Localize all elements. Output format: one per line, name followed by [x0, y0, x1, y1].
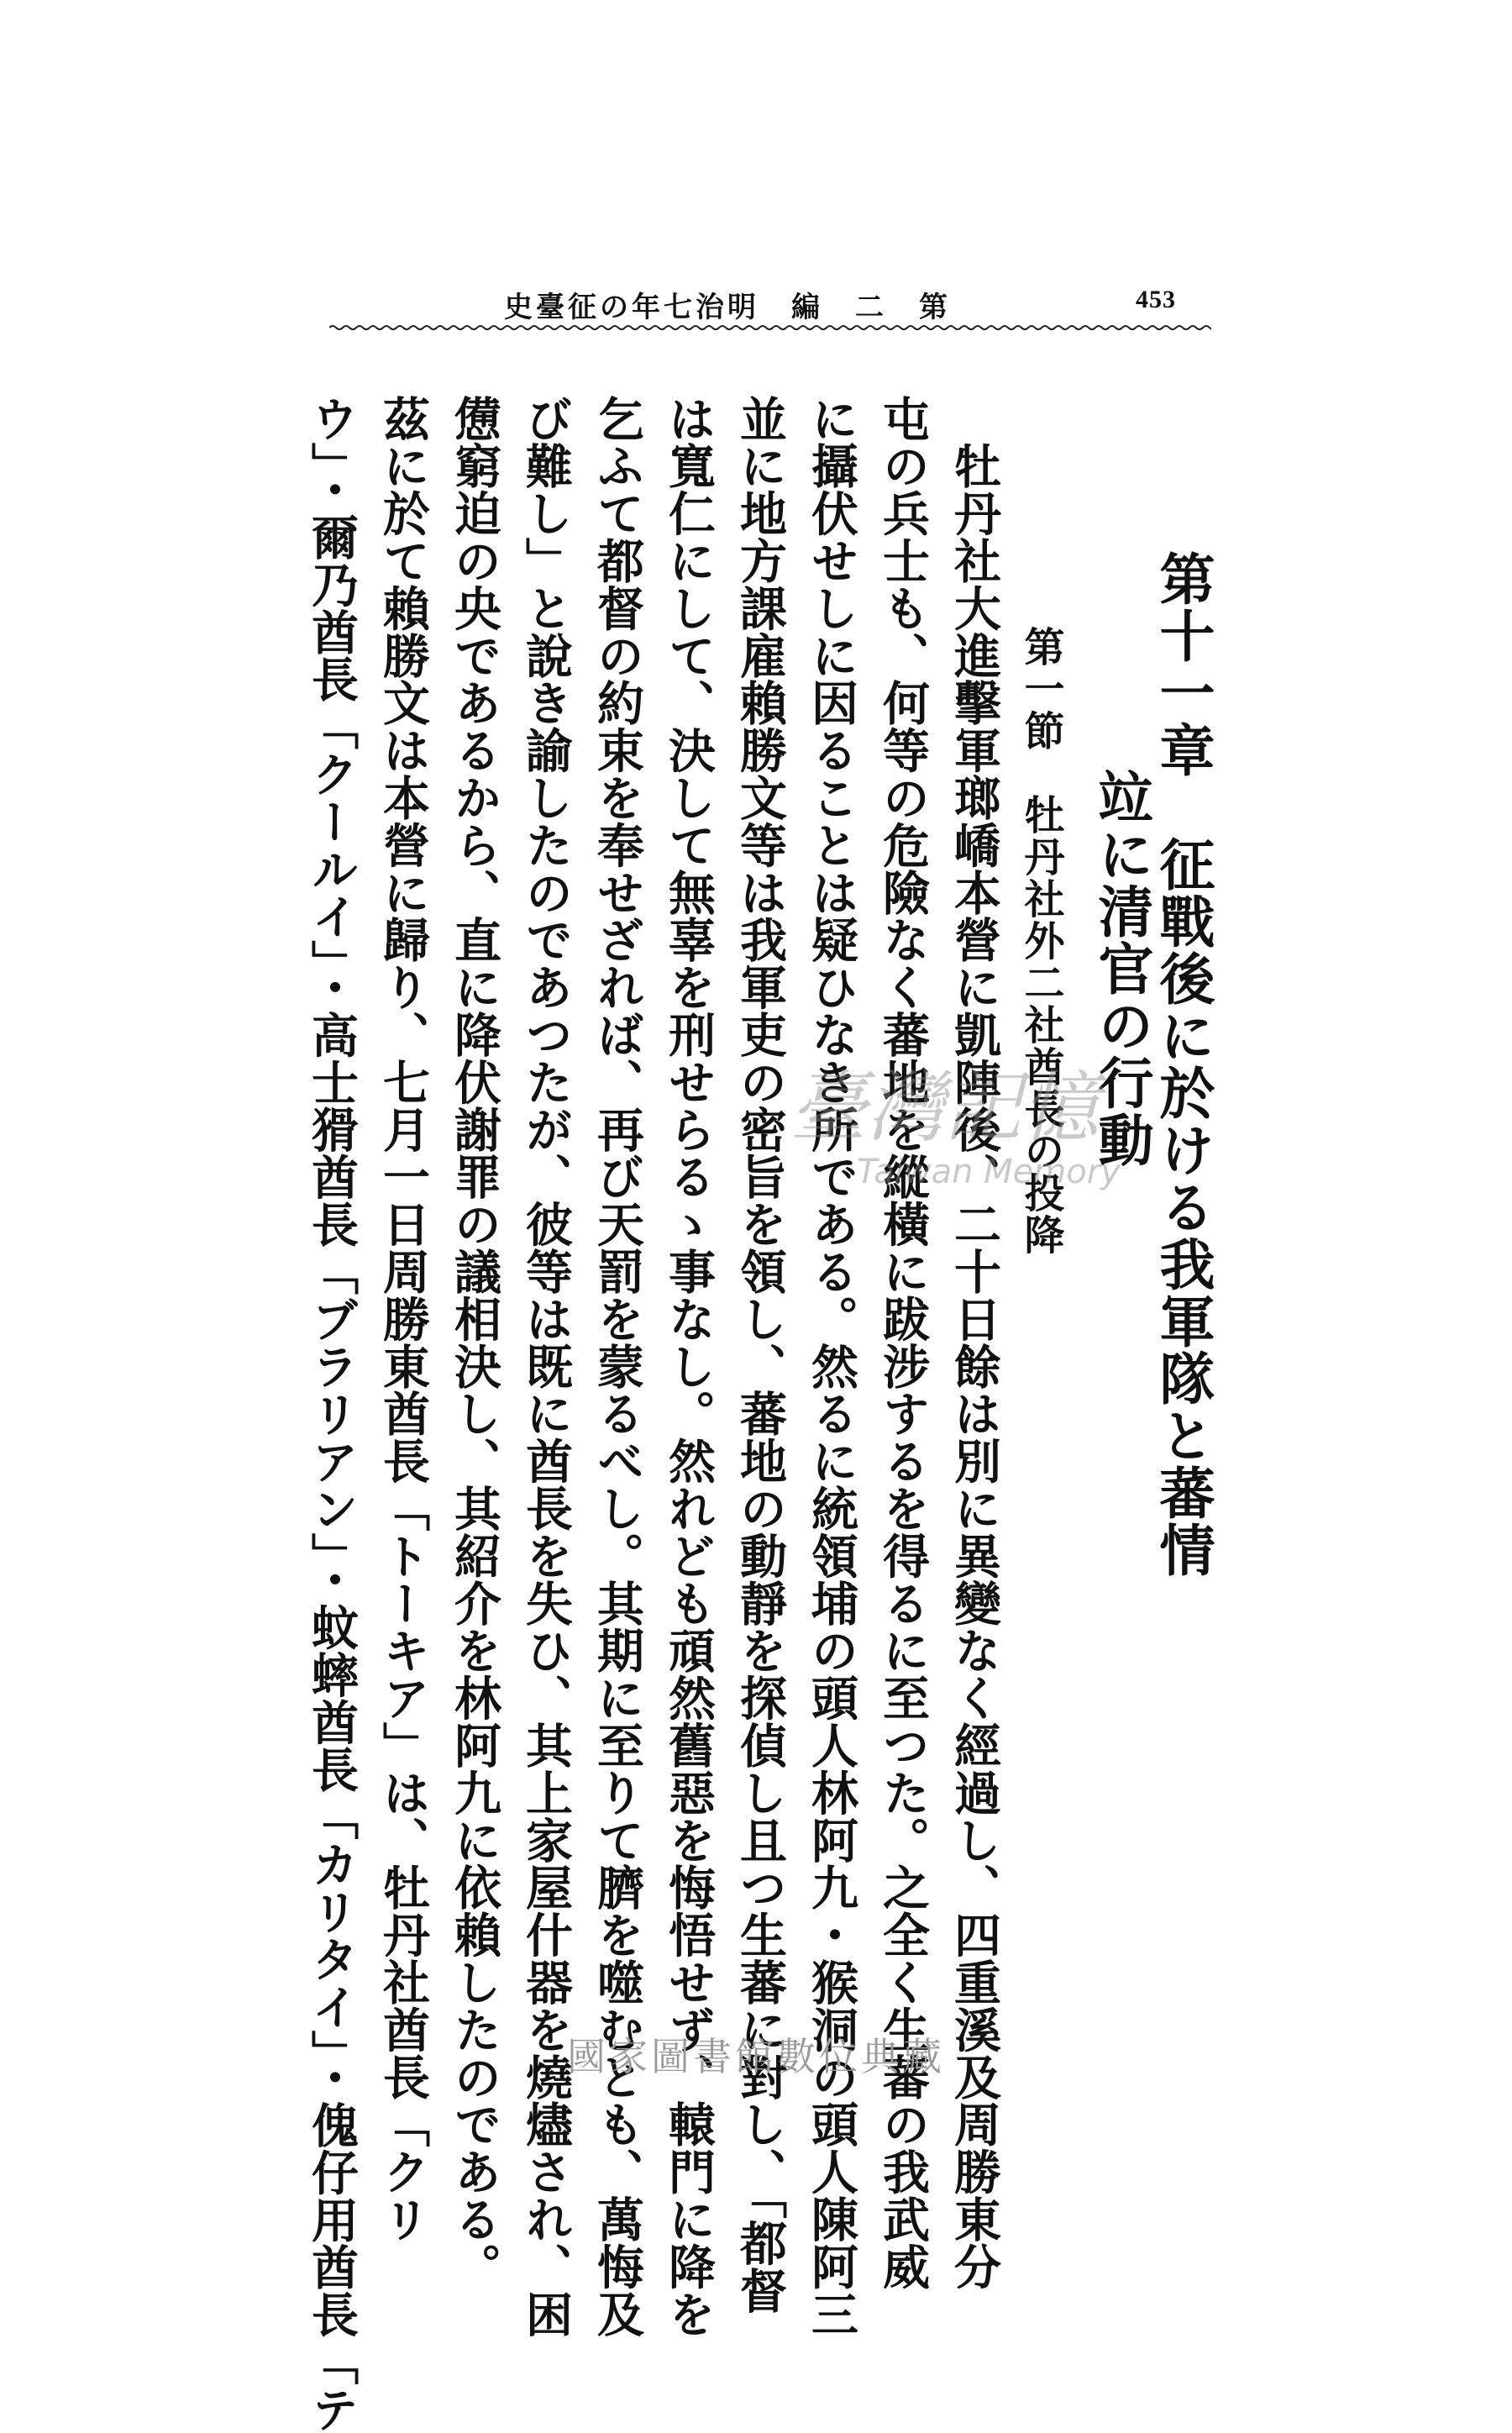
page-number: 453 — [1136, 286, 1176, 313]
svg-text:Taiwan Memory: Taiwan Memory — [857, 1153, 1121, 1191]
running-head: 第 二 編 明治七年の征臺史 — [504, 291, 951, 324]
body-line: 並に地方課雇賴勝文等は我軍吏の密旨を領し、蕃地の動靜を探偵し且つ生蕃に對し、「都督 — [732, 395, 788, 2315]
chapter-title: 第十一章 征戰後に於ける我軍隊と蕃情 — [1150, 550, 1215, 1579]
body-line: に攝伏せしに因ることは疑ひなき所である。然るに統領埔の頭人林阿九・猴洞の頭人陳阿三 — [804, 395, 859, 2338]
footer-credit: 國家圖書館數位典藏 — [567, 2034, 945, 2079]
body-line: 屯の兵士も、何等の危險なく蕃地を縱橫に跋涉するを得るに至つた。之全く生蕃の我武威 — [875, 395, 931, 2290]
body-line: び難し」と說き諭したのであつたが、彼等は既に酋長を失ひ、其上家屋什器を燒燼され、困 — [518, 395, 574, 2338]
body-line: 茲に於て賴勝文は本營に歸り、七月一日周勝東酋長「トーキア」は、牡丹社酋長「クリ — [375, 395, 431, 2243]
body-line: 牡丹社大進擊軍瑯嶠本營に凱陣後、二十日餘は別に異變なく經過し、四重溪及周勝東分 — [947, 395, 1002, 2290]
wavy-rule — [329, 323, 1211, 333]
body-line: は寬仁にして、決して無辜を刑せらるゝ事なし。然れども頑然舊惡を悔悟せず、轅門に降を — [661, 395, 717, 2338]
body-line: 憊窮迫の央であるから、直に降伏謝罪の議相決し、其紹介を林阿九に依賴したのである。 — [447, 395, 502, 2290]
section-heading: 第一節 牡丹社外二社酋長の投降 — [1017, 626, 1064, 1256]
chapter-title-continued: 竝に清官の行動 — [1089, 769, 1154, 1169]
svg-text:臺灣記憶: 臺灣記憶 — [790, 1063, 1100, 1153]
body-line: ウ」・爾乃酋長「クールイ」・高士猾酋長「ブラリアン」・蚊蟀酋長「カリタイ」・傀仔用酋長「テ — [304, 395, 360, 2433]
body-line: 乞ふて都督の約束を奉せざれば、再び天罰を蒙るべし。其期に至りて臍を噬むとも、萬悔及 — [590, 395, 645, 2338]
